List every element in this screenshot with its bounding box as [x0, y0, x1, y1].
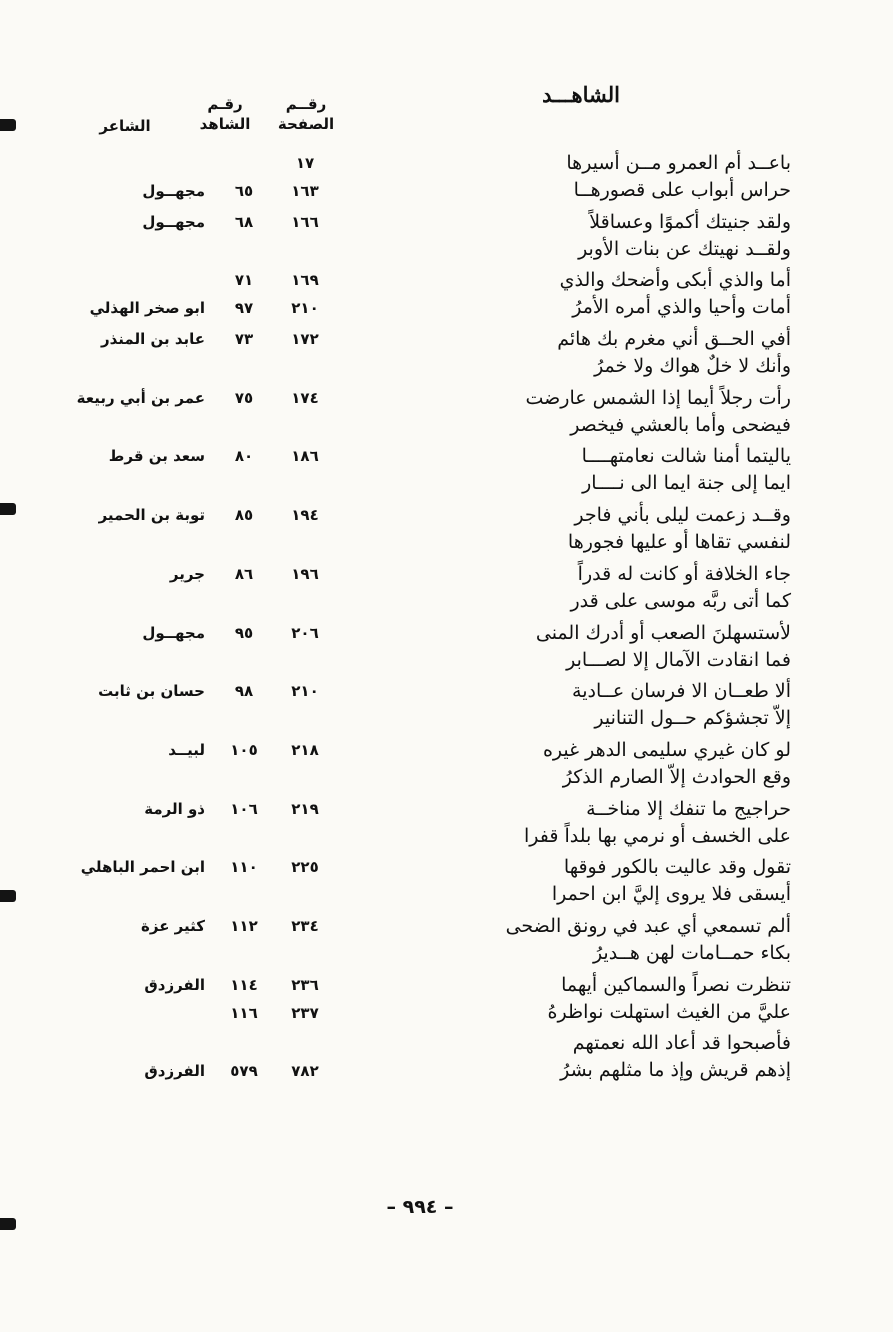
page-number: – ٩٩٤ – [386, 1196, 454, 1218]
shahid-number-cell: ١١٦ [230, 1003, 258, 1022]
shahid-number-cell: ٩٧ [234, 299, 254, 318]
poet-name-cell: مجهــول [142, 212, 205, 231]
shahid-number-cell: ١١٢ [230, 916, 258, 935]
index-entry [0, 913, 893, 972]
poet-name-cell: كثير عزة [141, 916, 205, 935]
shahid-number-cell: ٧٥ [234, 388, 254, 407]
poet-name-cell: الفرزدق [144, 975, 205, 994]
index-entry [0, 854, 893, 913]
page-number-cell: ١٦٩ [291, 271, 319, 290]
page-number-cell: ٢١٠ [291, 682, 319, 701]
verse-first-hemistich: ياليتما أمنا شالت نعامتهــــا [581, 445, 791, 468]
verse-first-hemistich: ولقد جنيتك أكموًا وعساقلاً [589, 210, 791, 233]
verse-second-hemistich: كما أتى ربَّه موسى على قدر [570, 589, 791, 612]
page-number-cell: ١٦٣ [291, 182, 319, 200]
poet-name-cell: ذو الرمة [144, 799, 205, 818]
shahid-number-cell: ١١٤ [230, 975, 258, 994]
poet-name-cell: عابد بن المنذر [100, 330, 205, 349]
index-entry [0, 267, 893, 326]
verse-second-hemistich: عليَّ من الغيث استهلت نواظرهُ [547, 1000, 791, 1023]
page-number-cell: ٢٣٤ [291, 916, 319, 935]
index-entry [0, 326, 893, 385]
index-entry [0, 678, 893, 737]
poet-name-cell: عمر بن أبي ربيعة [76, 388, 205, 407]
page-number-cell: ٢٠٦ [291, 623, 319, 642]
poet-name-cell: حسان بن ثابت [98, 682, 205, 701]
column-heading-line: الصفحة [277, 115, 335, 133]
index-entry [0, 620, 893, 679]
page-number-cell: ١٩٤ [291, 506, 319, 525]
verse-first-hemistich: جاء الخلافة أو كانت له قدراً [577, 562, 791, 585]
poet-name-cell: توبة بن الحمير [98, 506, 205, 525]
shahid-number-cell: ٩٨ [234, 682, 254, 701]
shahid-number-cell: ٧٣ [234, 330, 254, 349]
verse-second-hemistich: ايما إلى جنة ايما الى نــــار [582, 472, 791, 495]
poet-name-cell: ابو صخر الهذلي [89, 299, 205, 318]
verse-second-hemistich: حراس أبواب على قصورهــا [573, 179, 791, 201]
page-number-cell: ٢١٨ [291, 740, 319, 759]
verse-second-hemistich: لنفسي تقاها أو عليها فجورها [567, 531, 791, 554]
verse-first-hemistich: رأت رجلاً أيما إذا الشمس عارضت [525, 386, 791, 409]
page-number-cell: ٢٢٥ [291, 858, 319, 877]
index-entry [0, 972, 893, 1031]
poet-name-cell: الفرزدق [144, 1062, 205, 1081]
verse-first-hemistich: باعــد أم العمرو مــن أسيرها [566, 152, 791, 174]
verse-first-hemistich: لو كان غيري سليمى الدهر غيره [542, 738, 791, 761]
verse-first-hemistich: فأصبحوا قد أعاد الله نعمتهم [572, 1032, 791, 1055]
shahid-number-cell: ١١٠ [230, 858, 258, 877]
page-number-cell: ١٩٦ [291, 564, 319, 583]
index-entry [0, 209, 893, 268]
page-number-cell: ١٦٦ [291, 212, 319, 231]
verse-first-hemistich: وقــد زعمت ليلى بأني فاجر [574, 504, 791, 527]
page-number-cell: ٢١٩ [291, 799, 319, 818]
verse-second-hemistich: وأنك لا خلٌ هواك ولا خمرُ [594, 355, 791, 378]
verse-first-hemistich: أفي الحــق أني مغرم بك هائم [557, 328, 791, 351]
shahid-number-cell: ٧١ [234, 271, 254, 290]
column-heading-page-number [270, 94, 342, 134]
index-entry [0, 385, 893, 444]
column-heading-line: الشاهد [199, 115, 251, 133]
verse-second-hemistich: ولقــد نهيتك عن بنات الأوبر [578, 237, 791, 260]
poet-name-cell: مجهــول [142, 623, 205, 642]
index-entry [0, 150, 893, 209]
shahid-number-cell: ٦٨ [234, 212, 254, 231]
shahid-number-cell: ٩٥ [234, 623, 254, 642]
column-heading-shahid-text: الشاهـــد [542, 82, 620, 107]
verse-first-hemistich: حراجيج ما تنفك إلا مناخــة [586, 797, 791, 820]
verse-second-hemistich: على الخسف أو نرمي بها بلداً قفرا [523, 824, 791, 847]
poet-name-cell: جرير [169, 564, 205, 583]
verse-second-hemistich: إذهم قريش وإذ ما مثلهم بشرُ [560, 1059, 791, 1082]
poet-name-cell: مجهــول [142, 182, 205, 200]
verse-first-hemistich: ألم تسمعي أي عبد في رونق الضحى [505, 914, 791, 937]
page-number-cell: ١٧٢ [291, 330, 319, 349]
shahid-number-cell: ٦٥ [234, 182, 254, 200]
shahid-number-cell: ١٠٦ [230, 799, 258, 818]
verse-second-hemistich: أيسقى فلا يروى إليَّ ابن احمرا [551, 883, 791, 906]
column-heading-shahid-number [190, 94, 260, 134]
verse-second-hemistich: فيضحى وأما بالعشي فيخصر [570, 413, 791, 436]
verse-index-list [0, 150, 893, 1089]
index-entry [0, 502, 893, 561]
index-entry [0, 737, 893, 796]
scan-edge-mark [0, 1218, 16, 1230]
index-entry [0, 561, 893, 620]
shahid-number-cell: ٨٦ [234, 564, 254, 583]
shahid-number-cell: ١٠٥ [230, 740, 258, 759]
shahid-number-cell: ٨٠ [234, 447, 254, 466]
page-number-cell: ٢٣٧ [291, 1003, 319, 1022]
index-entry [0, 443, 893, 502]
verse-second-hemistich: أمات وأحيا والذي أمره الأمرُ [572, 296, 791, 319]
verse-first-hemistich: تقول وقد عاليت بالكور فوقها [563, 856, 791, 879]
verse-first-hemistich: لأستسهلنَ الصعب أو أدرك المنى [535, 621, 791, 644]
index-entry [0, 1030, 893, 1089]
shahid-number-cell: ٨٥ [234, 506, 254, 525]
poet-name-cell: لبيــد [168, 740, 205, 759]
verse-first-hemistich: ألا طعــان الا فرسان عــادية [572, 680, 791, 703]
page-number-cell: ١٧ [295, 154, 315, 172]
index-entry [0, 796, 893, 855]
column-heading-line: رقـم [207, 95, 243, 113]
page-number-cell: ١٨٦ [291, 447, 319, 466]
page-number-cell: ٢١٠ [291, 299, 319, 318]
poet-name-cell: سعد بن قرط [108, 447, 205, 466]
scan-edge-mark [0, 119, 16, 131]
verse-first-hemistich: أما والذي أبكى وأضحك والذي [559, 269, 791, 292]
poet-name-cell: ابن احمر الباهلي [80, 858, 205, 877]
verse-second-hemistich: وقع الحوادث إلاّ الصارم الذكرُ [562, 765, 791, 788]
verse-second-hemistich: بكاء حمــامات لهن هــديرُ [592, 941, 791, 964]
verse-first-hemistich: تنظرت نصراً والسماكين أيهما [561, 973, 791, 996]
column-heading-poet: الشاعر [99, 117, 151, 135]
page-number-cell: ٢٣٦ [291, 975, 319, 994]
verse-second-hemistich: إلاّ تجشؤكم حــول التنانير [594, 707, 791, 730]
shahid-number-cell: ٥٧٩ [230, 1062, 258, 1081]
page-number-cell: ٧٨٢ [291, 1062, 319, 1081]
verse-second-hemistich: فما انقادت الآمال إلا لصـــابر [566, 648, 791, 671]
page-number-cell: ١٧٤ [291, 388, 319, 407]
column-heading-line: رقــم [285, 95, 327, 113]
